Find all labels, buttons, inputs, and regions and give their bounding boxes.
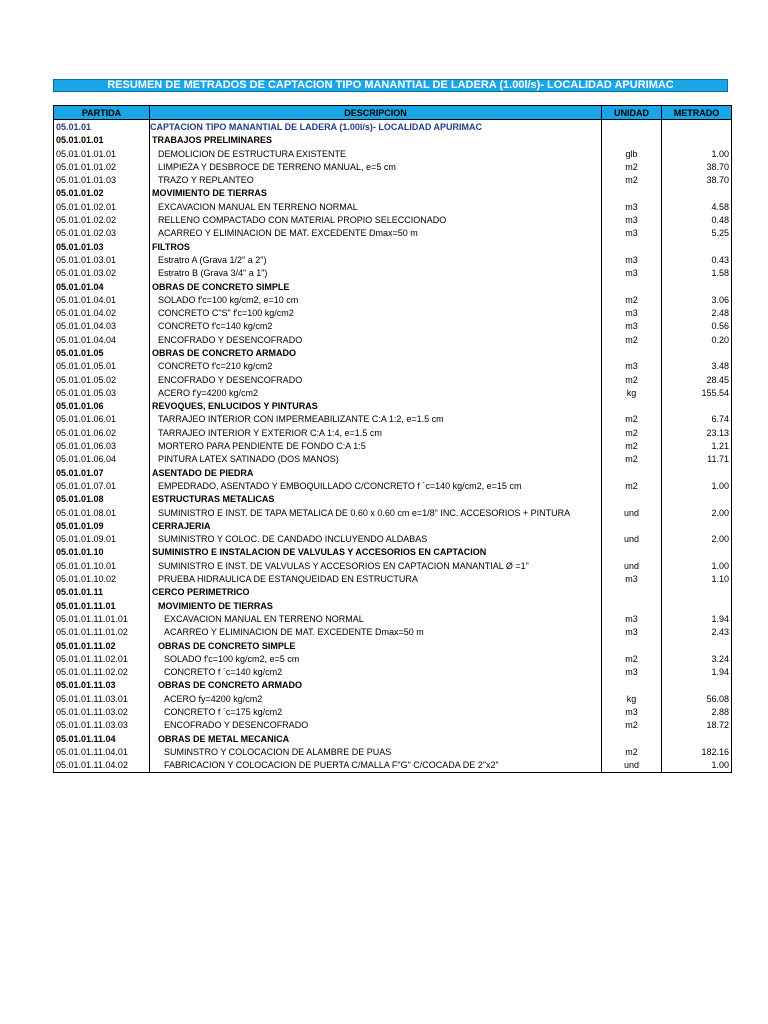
metrado-cell: 1.94	[662, 612, 732, 625]
table-row	[54, 533, 732, 546]
unidad-cell: m2	[602, 426, 662, 439]
descripcion-cell: Estratro B (Grava 3/4" a 1")	[150, 267, 602, 280]
metrado-cell: 4.58	[662, 200, 732, 213]
descripcion-cell: RELLENO COMPACTADO CON MATERIAL PROPIO SELECCIONADO	[150, 213, 602, 226]
table-row	[54, 320, 732, 333]
table-row	[54, 453, 732, 466]
metrado-cell: 56.08	[662, 692, 732, 705]
unidad-cell	[602, 400, 662, 413]
partida-cell: 05.01.01	[54, 120, 150, 134]
metrado-cell: 38.70	[662, 173, 732, 186]
descripcion-cell: SUMINSTRO Y COLOCACION DE ALAMBRE DE PUAS	[150, 745, 602, 758]
metrado-cell: 3.48	[662, 360, 732, 373]
partida-cell: 05.01.01.04.02	[54, 306, 150, 319]
metrado-cell	[662, 639, 732, 652]
table-row	[54, 280, 732, 293]
metrado-cell: 1.00	[662, 559, 732, 572]
partida-cell: 05.01.01.11.04.02	[54, 759, 150, 773]
table-row	[54, 333, 732, 346]
table-body	[54, 120, 732, 773]
table-row	[54, 679, 732, 692]
metrado-cell: 3.06	[662, 293, 732, 306]
partida-cell: 05.01.01.11	[54, 586, 150, 599]
table-row	[54, 439, 732, 452]
descripcion-cell: Estratro A (Grava 1/2" a 2")	[150, 253, 602, 266]
metrado-cell: 2.88	[662, 705, 732, 718]
descripcion-cell: SOLADO f'c=100 kg/cm2, e=10 cm	[150, 293, 602, 306]
partida-cell: 05.01.01.08.01	[54, 506, 150, 519]
metrado-cell: 1.10	[662, 572, 732, 585]
metrado-cell: 5.25	[662, 227, 732, 240]
partida-cell: 05.01.01.07.01	[54, 479, 150, 492]
metrado-cell	[662, 732, 732, 745]
table-row	[54, 479, 732, 492]
metrado-cell: 1.58	[662, 267, 732, 280]
descripcion-cell: CONCRETO f ´c=175 kg/cm2	[150, 705, 602, 718]
metrado-cell	[662, 546, 732, 559]
partida-cell: 05.01.01.06.01	[54, 413, 150, 426]
partida-cell: 05.01.01.03.02	[54, 267, 150, 280]
descripcion-cell: LIMPIEZA Y DESBROCE DE TERRENO MANUAL, e=5 cm	[150, 160, 602, 173]
unidad-cell	[602, 120, 662, 134]
unidad-cell	[602, 346, 662, 359]
metrado-cell: 28.45	[662, 373, 732, 386]
metrado-cell: 6.74	[662, 413, 732, 426]
unidad-cell: m2	[602, 373, 662, 386]
partida-cell: 05.01.01.10.02	[54, 572, 150, 585]
report-title: RESUMEN DE METRADOS DE CAPTACION TIPO MANANTIAL DE LADERA (1.00l/s)- LOCALIDAD APURIMAC	[53, 79, 728, 92]
partida-cell: 05.01.01.05.02	[54, 373, 150, 386]
unidad-cell	[602, 599, 662, 612]
descripcion-cell: CONCRETO f'c=140 kg/cm2	[150, 320, 602, 333]
unidad-cell	[602, 187, 662, 200]
metrado-cell: 11.71	[662, 453, 732, 466]
unidad-cell: m3	[602, 626, 662, 639]
table-row	[54, 413, 732, 426]
table-header-row	[54, 106, 732, 120]
partida-cell: 05.01.01.11.04.01	[54, 745, 150, 758]
table-row	[54, 346, 732, 359]
descripcion-cell: MORTERO PARA PENDIENTE DE FONDO C:A 1:5	[150, 439, 602, 452]
table-row	[54, 586, 732, 599]
unidad-cell	[602, 519, 662, 532]
partida-cell: 05.01.01.11.03.01	[54, 692, 150, 705]
metrado-cell: 1.00	[662, 147, 732, 160]
unidad-cell: m3	[602, 253, 662, 266]
metrado-cell	[662, 599, 732, 612]
column-header-descripcion: DESCRIPCION	[150, 106, 602, 120]
table-row	[54, 267, 732, 280]
table-row	[54, 745, 732, 758]
table-row	[54, 187, 732, 200]
unidad-cell: kg	[602, 386, 662, 399]
metrado-cell: 1.21	[662, 439, 732, 452]
table-row	[54, 665, 732, 678]
metrado-cell: 18.72	[662, 719, 732, 732]
unidad-cell: und	[602, 533, 662, 546]
partida-cell: 05.01.01.01.02	[54, 160, 150, 173]
unidad-cell	[602, 466, 662, 479]
table-row	[54, 506, 732, 519]
metrado-cell: 0.56	[662, 320, 732, 333]
table-row	[54, 400, 732, 413]
unidad-cell: m2	[602, 160, 662, 173]
partida-cell: 05.01.01.02.02	[54, 213, 150, 226]
partida-cell: 05.01.01.11.01	[54, 599, 150, 612]
unidad-cell: glb	[602, 147, 662, 160]
table-row	[54, 559, 732, 572]
partida-cell: 05.01.01.04.01	[54, 293, 150, 306]
descripcion-cell: MOVIMIENTO DE TIERRAS	[150, 187, 602, 200]
descripcion-cell: TRABAJOS PRELIMINARES	[150, 134, 602, 147]
metrado-cell: 2.48	[662, 306, 732, 319]
table-row	[54, 240, 732, 253]
descripcion-cell: PINTURA LATEX SATINADO (DOS MANOS)	[150, 453, 602, 466]
metrado-cell	[662, 493, 732, 506]
descripcion-cell: SUMINISTRO E INST. DE TAPA METALICA DE 0.60 x 0.60 cm e=1/8" INC. ACCESORIOS + PINTURA	[150, 506, 602, 519]
unidad-cell: m2	[602, 173, 662, 186]
descripcion-cell: CERRAJERIA	[150, 519, 602, 532]
metrado-cell	[662, 586, 732, 599]
table-row	[54, 493, 732, 506]
descripcion-cell: SUMINISTRO E INST. DE VALVULAS Y ACCESORIOS EN CAPTACION MANANTIAL Ø =1"	[150, 559, 602, 572]
descripcion-cell: EMPEDRADO, ASENTADO Y EMBOQUILLADO C/CONCRETO f ´c=140 kg/cm2, e=15 cm	[150, 479, 602, 492]
partida-cell: 05.01.01.02.01	[54, 200, 150, 213]
table-row	[54, 173, 732, 186]
partida-cell: 05.01.01.03.01	[54, 253, 150, 266]
metrado-cell	[662, 679, 732, 692]
partida-cell: 05.01.01.03	[54, 240, 150, 253]
table-row	[54, 546, 732, 559]
metrado-cell: 155.54	[662, 386, 732, 399]
unidad-cell: m2	[602, 652, 662, 665]
table-row	[54, 426, 732, 439]
metrado-cell: 1.00	[662, 479, 732, 492]
partida-cell: 05.01.01.10	[54, 546, 150, 559]
unidad-cell	[602, 679, 662, 692]
metrado-cell: 2.43	[662, 626, 732, 639]
unidad-cell: m2	[602, 333, 662, 346]
column-header-partida: PARTIDA	[54, 106, 150, 120]
descripcion-cell: SOLADO f'c=100 kg/cm2, e=5 cm	[150, 652, 602, 665]
partida-cell: 05.01.01.11.02.02	[54, 665, 150, 678]
table-row	[54, 213, 732, 226]
unidad-cell: m3	[602, 320, 662, 333]
column-header-unidad: UNIDAD	[602, 106, 662, 120]
table-row	[54, 120, 732, 134]
descripcion-cell: ESTRUCTURAS METALICAS	[150, 493, 602, 506]
unidad-cell: m3	[602, 227, 662, 240]
descripcion-cell: SUMINISTRO Y COLOC. DE CANDADO INCLUYENDO ALDABAS	[150, 533, 602, 546]
table-row	[54, 373, 732, 386]
descripcion-cell: ACERO fy=4200 kg/cm2	[150, 692, 602, 705]
unidad-cell	[602, 134, 662, 147]
descripcion-cell: ACERO f'y=4200 kg/cm2	[150, 386, 602, 399]
descripcion-cell: ENCOFRADO Y DESENCOFRADO	[150, 719, 602, 732]
descripcion-cell: CAPTACION TIPO MANANTIAL DE LADERA (1.00l/s)- LOCALIDAD APURIMAC	[150, 120, 602, 134]
descripcion-cell: ASENTADO DE PIEDRA	[150, 466, 602, 479]
unidad-cell	[602, 280, 662, 293]
table-row	[54, 599, 732, 612]
unidad-cell: m2	[602, 479, 662, 492]
unidad-cell: m3	[602, 665, 662, 678]
descripcion-cell: OBRAS DE CONCRETO SIMPLE	[150, 280, 602, 293]
table-row	[54, 466, 732, 479]
metrado-cell: 1.94	[662, 665, 732, 678]
partida-cell: 05.01.01.01.01	[54, 147, 150, 160]
metrado-cell: 182.16	[662, 745, 732, 758]
metrado-cell	[662, 280, 732, 293]
partida-cell: 05.01.01.05.01	[54, 360, 150, 373]
metrado-cell	[662, 134, 732, 147]
partida-cell: 05.01.01.11.01.02	[54, 626, 150, 639]
descripcion-cell: MOVIMIENTO DE TIERRAS	[150, 599, 602, 612]
partida-cell: 05.01.01.04.04	[54, 333, 150, 346]
unidad-cell: m2	[602, 293, 662, 306]
table-row	[54, 719, 732, 732]
descripcion-cell: OBRAS DE METAL MECANICA	[150, 732, 602, 745]
partida-cell: 05.01.01.01	[54, 134, 150, 147]
descripcion-cell: REVOQUES, ENLUCIDOS Y PINTURAS	[150, 400, 602, 413]
unidad-cell: m2	[602, 745, 662, 758]
metrado-cell	[662, 187, 732, 200]
unidad-cell: m2	[602, 413, 662, 426]
table-row	[54, 360, 732, 373]
partida-cell: 05.01.01.04	[54, 280, 150, 293]
descripcion-cell: ACARREO Y ELIMINACION DE MAT. EXCEDENTE Dmax=50 m	[150, 626, 602, 639]
descripcion-cell: CERCO PERIMETRICO	[150, 586, 602, 599]
unidad-cell: m3	[602, 306, 662, 319]
descripcion-cell: ACARREO Y ELIMINACION DE MAT. EXCEDENTE Dmax=50 m	[150, 227, 602, 240]
descripcion-cell: ENCOFRADO Y DESENCOFRADO	[150, 333, 602, 346]
table-row	[54, 293, 732, 306]
partida-cell: 05.01.01.06	[54, 400, 150, 413]
partida-cell: 05.01.01.09.01	[54, 533, 150, 546]
descripcion-cell: OBRAS DE CONCRETO ARMADO	[150, 346, 602, 359]
metrado-cell: 23.13	[662, 426, 732, 439]
descripcion-cell: TARRAJEO INTERIOR CON IMPERMEABILIZANTE C:A 1:2, e=1.5 cm	[150, 413, 602, 426]
descripcion-cell: CONCRETO f'c=210 kg/cm2	[150, 360, 602, 373]
table-row	[54, 200, 732, 213]
metrado-cell	[662, 240, 732, 253]
partida-cell: 05.01.01.08	[54, 493, 150, 506]
metrado-cell: 1.00	[662, 759, 732, 773]
partida-cell: 05.01.01.07	[54, 466, 150, 479]
descripcion-cell: PRUEBA HIDRAULICA DE ESTANQUEIDAD EN ESTRUCTURA	[150, 572, 602, 585]
metrado-cell	[662, 519, 732, 532]
unidad-cell	[602, 240, 662, 253]
table-row	[54, 519, 732, 532]
metrado-cell	[662, 346, 732, 359]
partida-cell: 05.01.01.01.03	[54, 173, 150, 186]
descripcion-cell: TRAZO Y REPLANTEO	[150, 173, 602, 186]
partida-cell: 05.01.01.11.02.01	[54, 652, 150, 665]
partida-cell: 05.01.01.02.03	[54, 227, 150, 240]
metrado-cell	[662, 466, 732, 479]
unidad-cell: m2	[602, 453, 662, 466]
metrado-cell	[662, 400, 732, 413]
descripcion-cell: OBRAS DE CONCRETO ARMADO	[150, 679, 602, 692]
unidad-cell: m2	[602, 439, 662, 452]
table-row	[54, 612, 732, 625]
descripcion-cell: FABRICACION Y COLOCACION DE PUERTA C/MALLA F"G" C/COCADA DE 2"x2"	[150, 759, 602, 773]
table-row	[54, 227, 732, 240]
partida-cell: 05.01.01.11.03.02	[54, 705, 150, 718]
metrados-table	[53, 105, 732, 773]
partida-cell: 05.01.01.06.03	[54, 439, 150, 452]
partida-cell: 05.01.01.04.03	[54, 320, 150, 333]
metrado-cell: 0.48	[662, 213, 732, 226]
metrado-cell: 38.70	[662, 160, 732, 173]
partida-cell: 05.01.01.11.03	[54, 679, 150, 692]
table-row	[54, 732, 732, 745]
partida-cell: 05.01.01.11.01.01	[54, 612, 150, 625]
descripcion-cell: CONCRETO C"S" f'c=100 kg/cm2	[150, 306, 602, 319]
unidad-cell: und	[602, 759, 662, 773]
metrado-cell: 0.43	[662, 253, 732, 266]
descripcion-cell: FILTROS	[150, 240, 602, 253]
descripcion-cell: EXCAVACION MANUAL EN TERRENO NORMAL	[150, 200, 602, 213]
table-row	[54, 160, 732, 173]
descripcion-cell: ENCOFRADO Y DESENCOFRADO	[150, 373, 602, 386]
descripcion-cell: DEMOLICION DE ESTRUCTURA EXISTENTE	[150, 147, 602, 160]
column-header-metrado: METRADO	[662, 106, 732, 120]
table-row	[54, 306, 732, 319]
metrado-cell: 2.00	[662, 533, 732, 546]
unidad-cell: m3	[602, 360, 662, 373]
unidad-cell: m3	[602, 572, 662, 585]
table-row	[54, 134, 732, 147]
table-row	[54, 386, 732, 399]
table-row	[54, 572, 732, 585]
partida-cell: 05.01.01.11.04	[54, 732, 150, 745]
table-row	[54, 639, 732, 652]
partida-cell: 05.01.01.02	[54, 187, 150, 200]
unidad-cell: und	[602, 559, 662, 572]
table-row	[54, 759, 732, 773]
partida-cell: 05.01.01.11.02	[54, 639, 150, 652]
table-row	[54, 147, 732, 160]
unidad-cell	[602, 732, 662, 745]
unidad-cell: kg	[602, 692, 662, 705]
unidad-cell	[602, 639, 662, 652]
partida-cell: 05.01.01.05.03	[54, 386, 150, 399]
partida-cell: 05.01.01.05	[54, 346, 150, 359]
metrado-cell: 0.20	[662, 333, 732, 346]
table-row	[54, 253, 732, 266]
unidad-cell: m3	[602, 213, 662, 226]
unidad-cell: und	[602, 506, 662, 519]
descripcion-cell: CONCRETO f ´c=140 kg/cm2	[150, 665, 602, 678]
partida-cell: 05.01.01.09	[54, 519, 150, 532]
table-row	[54, 705, 732, 718]
table-row	[54, 652, 732, 665]
unidad-cell: m3	[602, 267, 662, 280]
table-row	[54, 692, 732, 705]
unidad-cell: m3	[602, 612, 662, 625]
partida-cell: 05.01.01.10.01	[54, 559, 150, 572]
metrado-cell: 3.24	[662, 652, 732, 665]
descripcion-cell: SUMINISTRO E INSTALACION DE VALVULAS Y ACCESORIOS EN CAPTACION	[150, 546, 602, 559]
unidad-cell	[602, 586, 662, 599]
metrado-cell	[662, 120, 732, 134]
descripcion-cell: TARRAJEO INTERIOR Y EXTERIOR C:A 1:4, e=1.5 cm	[150, 426, 602, 439]
partida-cell: 05.01.01.11.03.03	[54, 719, 150, 732]
unidad-cell: m3	[602, 200, 662, 213]
metrado-cell: 2.00	[662, 506, 732, 519]
descripcion-cell: OBRAS DE CONCRETO SIMPLE	[150, 639, 602, 652]
descripcion-cell: EXCAVACION MANUAL EN TERRENO NORMAL	[150, 612, 602, 625]
unidad-cell: m3	[602, 705, 662, 718]
table-row	[54, 626, 732, 639]
unidad-cell	[602, 546, 662, 559]
unidad-cell	[602, 493, 662, 506]
partida-cell: 05.01.01.06.02	[54, 426, 150, 439]
unidad-cell: m2	[602, 719, 662, 732]
partida-cell: 05.01.01.06.04	[54, 453, 150, 466]
